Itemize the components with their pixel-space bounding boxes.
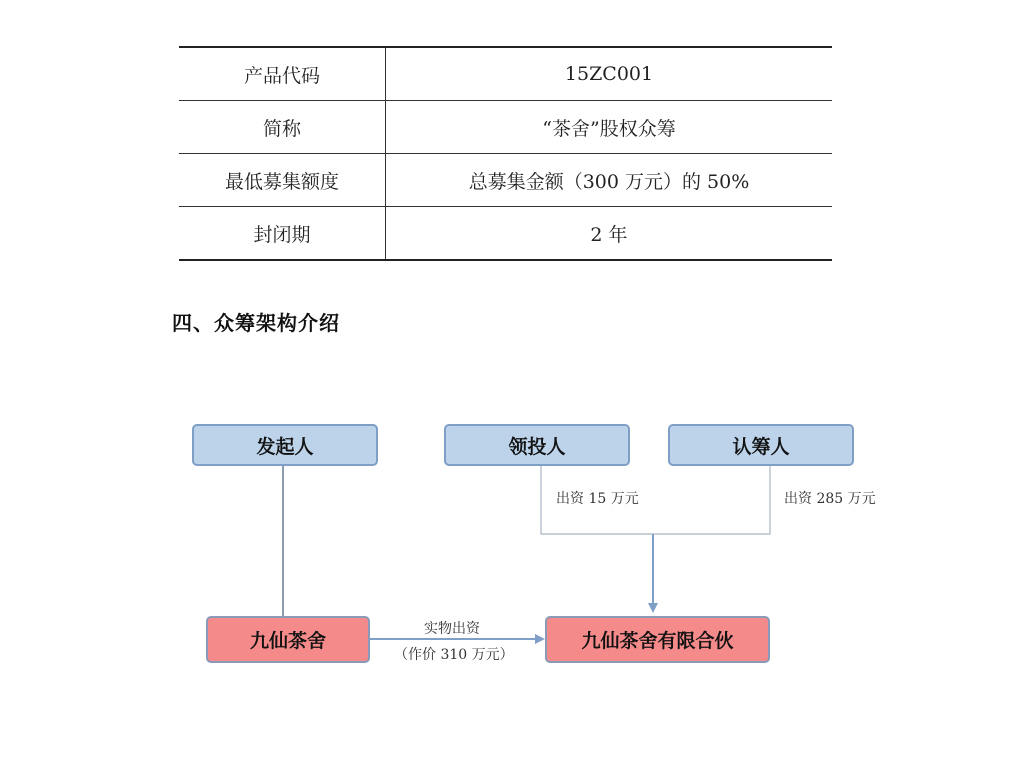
row-value: 15ZC001 (386, 47, 833, 101)
node-subscriber (668, 424, 854, 466)
node-label: 九仙茶舍 (249, 630, 326, 652)
row-value: “茶舍”股权众筹 (386, 101, 833, 154)
row-label: 产品代码 (179, 47, 386, 101)
row-label: 最低募集额度 (179, 154, 386, 207)
node-jiuxian-teahouse (206, 616, 370, 663)
node-label: 发起人 (256, 435, 314, 458)
in-kind-label-line1: 实物出资 (424, 621, 480, 637)
section-heading: 四、众筹架构介绍 (172, 311, 340, 335)
node-initiator (192, 424, 378, 466)
row-value: 总募集金额（300 万元）的 50% (386, 154, 833, 207)
row-label: 封闭期 (179, 207, 386, 261)
node-partnership (545, 616, 770, 663)
node-label: 认筹人 (732, 435, 790, 458)
node-label: 领投人 (508, 435, 566, 458)
row-label: 简称 (179, 101, 386, 154)
node-label: 九仙茶舍有限合伙 (581, 630, 734, 652)
in-kind-label-line2: （作价 310 万元） (394, 647, 514, 663)
subscriber-contribution-label: 出资 285 万元 (784, 491, 876, 507)
lead-contribution-label: 出资 15 万元 (556, 491, 639, 507)
row-value: 2 年 (590, 223, 628, 246)
node-lead-investor (444, 424, 630, 466)
